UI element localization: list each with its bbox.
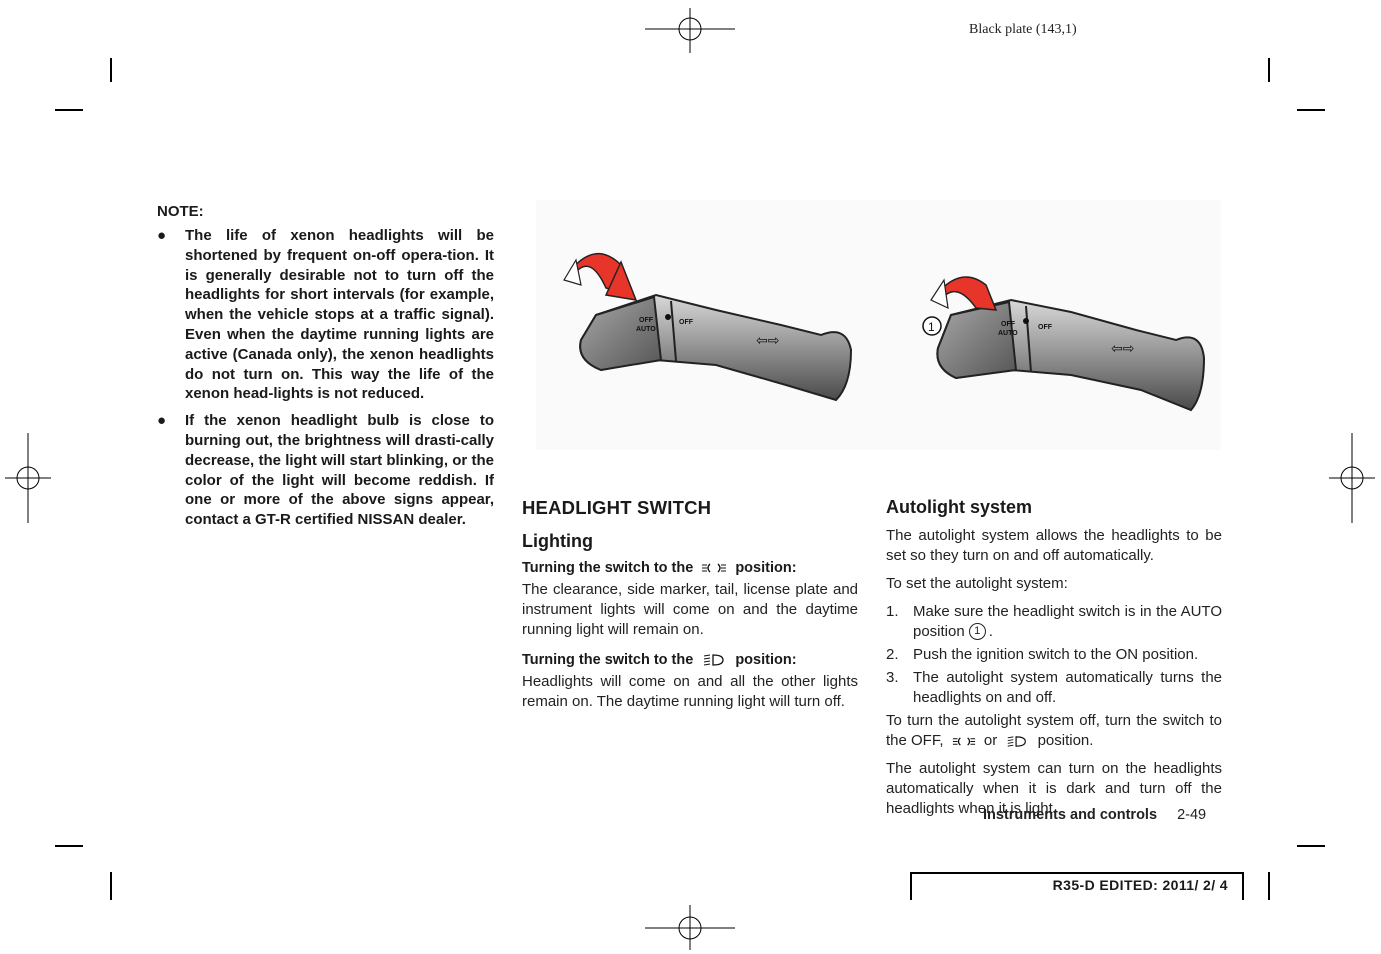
bullet-dot: ● <box>157 412 167 430</box>
registration-mark-left <box>5 433 51 523</box>
list-text-end: . <box>988 623 993 640</box>
svg-text:AUTO: AUTO <box>998 330 1018 337</box>
callout-1 <box>923 317 941 335</box>
registration-mark-right <box>1329 433 1375 523</box>
step-headlight <box>522 652 858 668</box>
note-bullet <box>157 226 494 404</box>
note-title: NOTE: <box>157 203 204 220</box>
note-bullet <box>157 411 494 530</box>
list-item <box>886 602 1222 642</box>
autolight-steps <box>886 602 1222 708</box>
lighting-title: Lighting <box>522 531 593 551</box>
registration-mark-bottom <box>645 905 735 950</box>
svg-text:OFF: OFF <box>1001 321 1015 328</box>
step-suffix: position: <box>735 560 797 576</box>
list-number: 1. <box>886 603 899 620</box>
autolight-intro: The autolight system allows the headlights to be set so they turn on and off automatically. <box>886 527 1222 564</box>
step-prefix: Turning the switch to the <box>522 560 694 576</box>
list-text: Push the ignition switch to the ON position. <box>913 646 1199 663</box>
parking-light-icon <box>952 735 976 748</box>
headlight-icon <box>1005 735 1029 748</box>
svg-text:⇦⇨: ⇦⇨ <box>756 333 780 349</box>
label-off-inner: OFF <box>679 319 693 326</box>
step-prefix: Turning the switch to the <box>522 652 694 668</box>
callout-number: 1 <box>928 320 935 334</box>
note-bullet-text: If the xenon headlight bulb is close to burning out, the brightness will drasti-cally decrease, the light will start blinking, or the color of the light will become reddish. If one or more of the above signs appear, contact a GT-R certified NISSAN dealer. <box>185 412 494 529</box>
turn-off-or: or <box>983 732 998 749</box>
section-title: HEADLIGHT SWITCH <box>522 497 712 518</box>
footer-page-number: 2-49 <box>1177 807 1207 823</box>
edited-stamp-box <box>910 872 1244 900</box>
turn-off-text: To turn the autolight system off, turn the switch to the OFF, <box>886 712 1222 749</box>
note-bullet-text: The life of xenon headlights will be shortened by frequent on-off opera-tion. It is generally desirable not to turn off the headlights for short intervals (for example, when the vehicle stops at a traffic signal). Even when the daytime running lights are active (Canada only), the xenon headlights do not turn on. This way the life of the xenon head-lights is not reduced. <box>185 227 494 403</box>
step-parking-light <box>522 560 858 576</box>
label-auto: AUTO <box>636 326 656 333</box>
edited-stamp: R35-D EDITED: 2011/ 2/ 4 <box>1052 877 1228 893</box>
step-suffix: position: <box>735 652 797 668</box>
list-text: The autolight system automatically turns the headlights on and off. <box>913 669 1222 706</box>
headlight-switch-illustration <box>536 200 1221 450</box>
label-off-outer: OFF <box>639 317 653 324</box>
autolight-closing: The autolight system can turn on the headlights automatically when it is dark and turn off the headlights when it is light. <box>886 760 1222 817</box>
autolight-title: Autolight system <box>886 497 1033 517</box>
list-number: 2. <box>886 646 899 663</box>
plate-label: Black plate (143,1) <box>969 22 1077 37</box>
list-text: Make sure the headlight switch is in the AUTO position <box>913 603 1222 640</box>
list-item <box>886 668 1222 708</box>
autolight-set-intro: To set the autolight system: <box>886 575 1068 592</box>
turn-off-after: position. <box>1037 732 1094 749</box>
svg-text:OFF: OFF <box>1038 324 1052 331</box>
svg-text:⇦⇨: ⇦⇨ <box>1111 341 1135 357</box>
headlight-icon <box>701 653 727 667</box>
footer-section: Instruments and controls <box>983 807 1158 823</box>
note-section <box>157 203 494 537</box>
autolight-turn-off <box>886 711 1222 751</box>
step-description: The clearance, side marker, tail, license plate and instrument lights will come on and the daytime running light will remain on. <box>522 581 858 638</box>
autolight-section <box>886 497 1222 827</box>
registration-mark-top <box>645 8 735 53</box>
parking-light-icon <box>701 561 727 575</box>
callout-inline: 1 <box>969 623 986 640</box>
list-number: 3. <box>886 669 899 686</box>
list-item <box>886 645 1222 665</box>
headlight-switch-section <box>522 497 858 720</box>
step-description: Headlights will come on and all the other lights remain on. The daytime running light will turn off. <box>522 673 858 710</box>
page-footer <box>983 807 1206 823</box>
bullet-dot: ● <box>157 227 167 244</box>
